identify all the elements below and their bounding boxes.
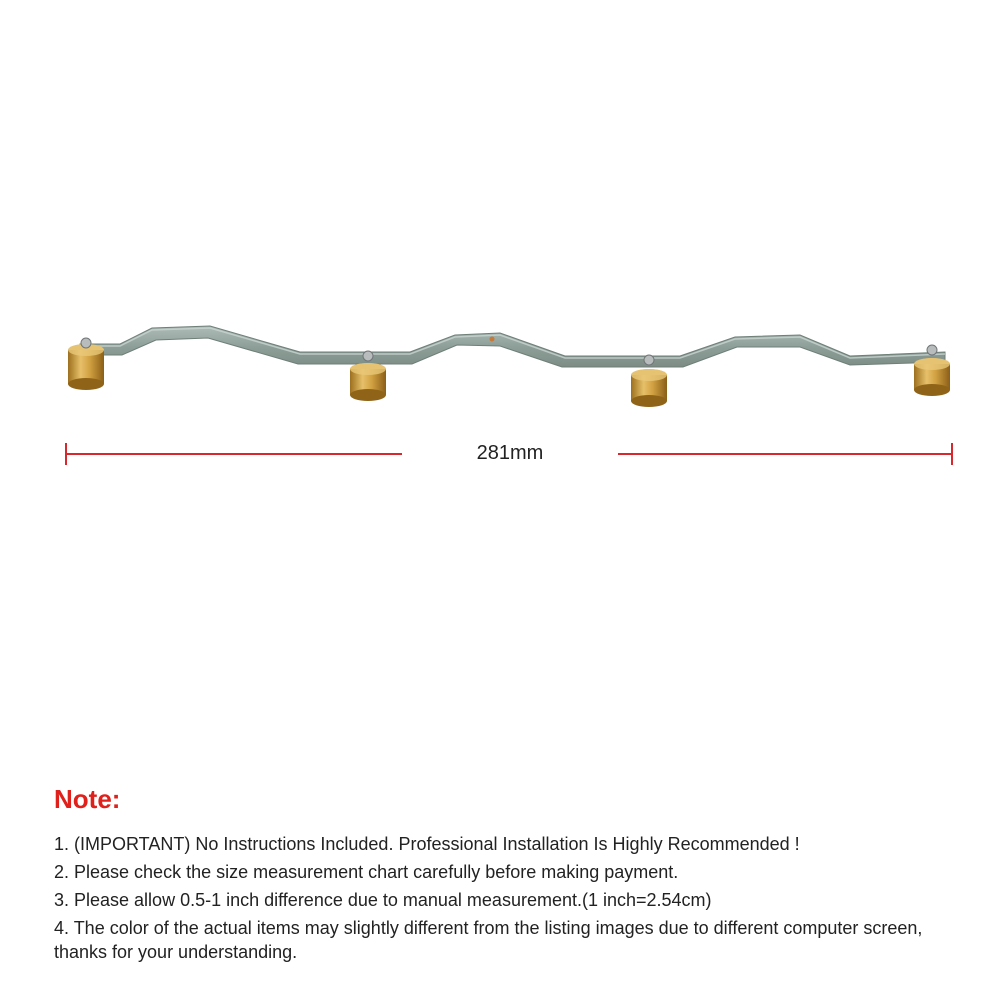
note-item: 1. (IMPORTANT) No Instructions Included. Professional Installation Is Highly Recommended !: [54, 834, 800, 854]
dimension-indicator: [0, 430, 1000, 480]
screw-icon: [644, 355, 654, 365]
dimension-tick-right: [951, 443, 953, 465]
brass-contact-1: [68, 338, 104, 390]
note-item: 2. Please check the size measurement chart carefully before making payment.: [54, 862, 679, 882]
note-list: [54, 832, 964, 968]
dimension-line-left: [66, 453, 402, 455]
screw-icon: [927, 345, 937, 355]
screw-icon: [81, 338, 91, 348]
note-title: Note:: [54, 784, 121, 814]
note-item: 4. The color of the actual items may slightly different from the listing images due to different computer screen, thanks for your understanding.: [54, 918, 923, 962]
screw-icon: [363, 351, 373, 361]
product-photo: [0, 0, 1000, 420]
dimension-label: 281mm: [476, 442, 544, 464]
note-item: 3. Please allow 0.5-1 inch difference due to manual measurement.(1 inch=2.54cm): [54, 890, 712, 910]
rivet-hole: [490, 337, 495, 342]
dimension-line-right: [618, 453, 952, 455]
metal-strip: [80, 326, 945, 367]
